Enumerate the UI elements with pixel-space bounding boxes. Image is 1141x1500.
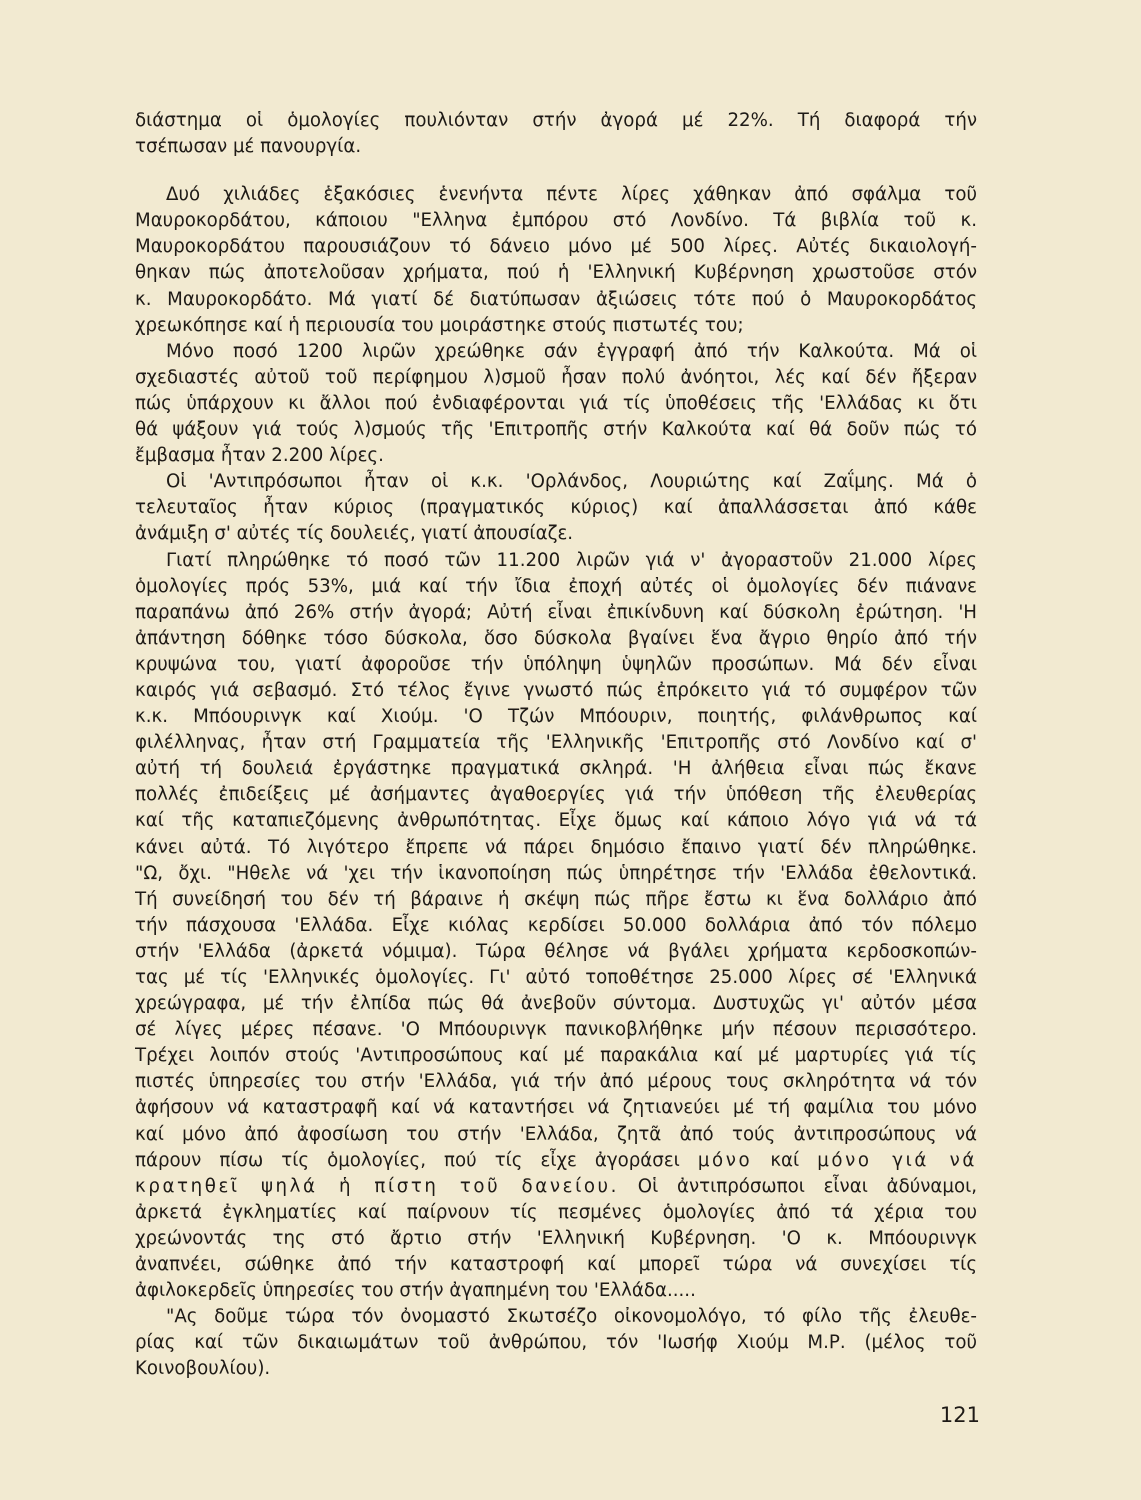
text-line: πώς ὑπάρχουν κι ἄλλοι πού ἐνδιαφέρονται γιά τίς ὑποθέσεις τῆς 'Ελλάδας κι ὅτι — [135, 392, 977, 414]
text-line: Κοινοβουλίου). — [135, 1358, 271, 1380]
text-run: καί — [770, 1149, 800, 1171]
text-line: Οἱ 'Αντιπρόσωποι ἦταν οἱ κ.κ. 'Ορλάνδος, Λουριώτης καί Ζαΐμης. Μά ὁ — [166, 471, 977, 493]
text-line: ρίας καί τῶν δικαιωμάτων τοῦ ἀνθρώπου, τόν 'Ιωσήφ Χιούμ Μ.Ρ. (μέλος τοῦ — [135, 1332, 977, 1354]
text-line: καιρός γιά σεβασμό. Στό τέλος ἔγινε γνωστό πώς ἐπρόκειτο γιά τό συμφέρον τῶν — [135, 679, 977, 701]
text-line: χρεώνοντάς της στό ἄρτιο στήν 'Ελληνική Κυβέρνηση. 'Ο κ. Μπόουρινγκ — [135, 1227, 977, 1249]
text-line: Μόνο ποσό 1200 λιρῶν χρεώθηκε σάν ἐγγραφή ἀπό τήν Καλκούτα. Μά οἱ — [166, 340, 977, 362]
text-line: στήν 'Ελλάδα (ἀρκετά νόμιμα). Τώρα θέλησε νά βγάλει χρήματα κερδοσκοπών- — [135, 940, 977, 962]
spaced-emphasis: κρατηθεῖ ψηλά ἡ πίστη τοῦ δανείου. — [135, 1175, 620, 1197]
text-line: ἀφήσουν νά καταστραφῆ καί νά καταντήσει νά ζητιανεύει μέ τή φαμίλια του μόνο — [135, 1097, 977, 1119]
text-run: πάρουν πίσω τίς ὁμολογίες, πού τίς εἶχε ἀγοράσει — [135, 1149, 680, 1171]
text-line: ἀρκετά ἐγκληματίες καί παίρνουν τίς πεσμένες ὁμολογίες ἀπό τά χέρια του — [135, 1201, 977, 1223]
text-line: ὁμολογίες πρός 53%, μιά καί τήν ἴδια ἐποχή αὐτές οἱ ὁμολογίες δέν πιάνανε — [135, 575, 977, 597]
text-line: πολλές ἐπιδείξεις μέ ἀσήμαντες ἀγαθοεργίες γιά τήν ὑπόθεση τῆς ἐλευθερίας — [135, 784, 977, 806]
text-line: Γιατί πληρώθηκε τό ποσό τῶν 11.200 λιρῶν γιά ν' ἀγοραστοῦν 21.000 λίρες — [166, 549, 977, 571]
spaced-emphasis: μόνο γιά νά — [817, 1149, 977, 1171]
text-line: διάστημα οἱ ὁμολογίες πουλιόνταν στήν ἀγορά μέ 22%. Τή διαφορά τήν — [135, 110, 977, 131]
text-line: τήν πάσχουσα 'Ελλάδα. Εἶχε κιόλας κερδίσει 50.000 δολλάρια ἀπό τόν πόλεμο — [135, 914, 977, 936]
text-line: κάνει αὐτά. Τό λιγότερο ἔπρεπε νά πάρει δημόσιο ἔπαινο γιατί δέν πληρώθηκε. — [135, 836, 977, 858]
text-line: αὐτή τή δουλειά ἐργάστηκε πραγματικά σκληρά. 'Η ἀλήθεια εἶναι πώς ἔκανε — [135, 758, 977, 780]
text-line: πιστές ὑπηρεσίες του στήν 'Ελλάδα, γιά τήν ἀπό μέρους τους σκληρότητα νά τόν — [135, 1071, 977, 1093]
text-line: Μαυροκορδάτου παρουσιάζουν τό δάνειο μόνο μέ 500 λίρες. Αὐτές δικαιολογή- — [135, 236, 977, 258]
paragraph-gap — [135, 160, 977, 182]
text-line: "Ω, ὄχι. "Ηθελε νά 'χει τήν ἱκανοποίηση πώς ὑπηρέτησε τήν 'Ελλάδα ἐθελοντικά. — [135, 862, 977, 884]
text-line: κρυψώνα του, γιατί ἀφοροῦσε τήν ὑπόληψη ὑψηλῶν προσώπων. Μά δέν εἶναι — [135, 653, 977, 675]
text-line: παραπάνω ἀπό 26% στήν ἀγορά; Αὐτή εἶναι ἐπικίνδυνη καί δύσκολη ἐρώτηση. 'Η — [135, 601, 977, 623]
text-line: θηκαν πώς ἀποτελοῦσαν χρήματα, πού ἡ 'Ελληνική Κυβέρνηση χρωστοῦσε στόν — [135, 262, 977, 284]
text-line: ἀνάμιξη σ' αὐτές τίς δουλειές, γιατί ἀπουσίαζε. — [135, 523, 574, 545]
text-line: ἀφιλοκερδεῖς ὑπηρεσίες του στήν ἀγαπημένη του 'Ελλάδα..... — [135, 1280, 696, 1302]
page-number: 121 — [939, 1403, 980, 1427]
text-line: τας μέ τίς 'Ελληνικές ὁμολογίες. Γι' αὐτό τοποθέτησε 25.000 λίρες σέ 'Ελληνικά — [135, 967, 977, 988]
text-line: χρεωκόπησε καί ἡ περιουσία του μοιράστηκε στούς πιστωτές του; — [135, 314, 744, 336]
text-line: "Ας δοῦμε τώρα τόν ὀνομαστό Σκωτσέζο οἰκονομολόγο, τό φίλο τῆς ἐλευθε- — [166, 1306, 977, 1328]
text-line: καί τῆς καταπιεζόμενης ἀνθρωπότητας. Εἶχε ὅμως καί κάποιο λόγο γιά νά τά — [135, 810, 977, 832]
spaced-emphasis: μόνο — [697, 1149, 753, 1171]
text-line-emphasis — [135, 1174, 977, 1200]
body-text — [135, 108, 977, 1383]
text-line: χρεώγραφα, μέ τήν ἐλπίδα πώς θά ἀνεβοῦν σύντομα. Δυστυχῶς γι' αὐτόν μέσα — [135, 993, 977, 1015]
text-line: ἀναπνέει, σώθηκε ἀπό τήν καταστροφή καί μπορεῖ τώρα νά συνεχίσει τίς — [135, 1254, 977, 1276]
text-line: Μαυροκορδάτου, κάποιου "Ελληνα ἐμπόρου στό Λονδίνο. Τά βιβλία τοῦ κ. — [135, 210, 977, 232]
text-line: τσέπωσαν μέ πανουργία. — [135, 136, 362, 158]
text-line: σέ λίγες μέρες πέσανε. 'Ο Μπόουρινγκ πανικοβλήθηκε μήν πέσουν περισσότερο. — [135, 1019, 977, 1041]
text-line: φιλέλληνας, ἦταν στή Γραμματεία τῆς 'Ελληνικῆς 'Επιτροπῆς στό Λονδίνο καί σ' — [135, 732, 977, 754]
text-run: Οἱ ἀντιπρόσωποι εἶναι ἀδύναμοι, — [637, 1175, 977, 1197]
text-line: κ.κ. Μπόουρινγκ καί Χιούμ. 'Ο Τζών Μπόουριν, ποιητής, φιλάνθρωπος καί — [135, 706, 977, 728]
text-line: Τή συνείδησή του δέν τή βάραινε ἡ σκέψη πώς πῆρε ἔστω κι ἕνα δολλάριο ἀπό — [135, 888, 977, 910]
text-line: Δυό χιλιάδες ἑξακόσιες ἑνενήντα πέντε λίρες χάθηκαν ἀπό σφάλμα τοῦ — [166, 184, 977, 206]
text-line: ἀπάντηση δόθηκε τόσο δύσκολα, ὅσο δύσκολα βγαίνει ἕνα ἄγριο θηρίο ἀπό τήν — [135, 627, 977, 649]
text-line: Τρέχει λοιπόν στούς 'Αντιπροσώπους καί μέ παρακάλια καί μέ μαρτυρίες γιά τίς — [135, 1045, 977, 1067]
text-line: καί μόνο ἀπό ἀφοσίωση του στήν 'Ελλάδα, ζητᾶ ἀπό τούς ἀντιπροσώπους νά — [135, 1123, 977, 1145]
text-line-emphasis — [135, 1148, 977, 1174]
text-line: θά ψάξουν γιά τούς λ)σμούς τῆς 'Επιτροπῆς στήν Καλκούτα καί θά δοῦν πώς τό — [135, 419, 977, 441]
text-line: σχεδιαστές αὐτοῦ τοῦ περίφημου λ)σμοῦ ἦσαν πολύ ἀνόητοι, λές καί δέν ἤξεραν — [135, 366, 977, 388]
text-line: ἔμβασμα ἦταν 2.200 λίρες. — [135, 445, 384, 467]
text-line: κ. Μαυροκορδάτο. Μά γιατί δέ διατύπωσαν ἀξιώσεις τότε πού ὁ Μαυροκορδάτος — [135, 288, 977, 310]
text-line: τελευταῖος ἦταν κύριος (πραγματικός κύριος) καί ἀπαλλάσσεται ἀπό κάθε — [135, 497, 977, 519]
